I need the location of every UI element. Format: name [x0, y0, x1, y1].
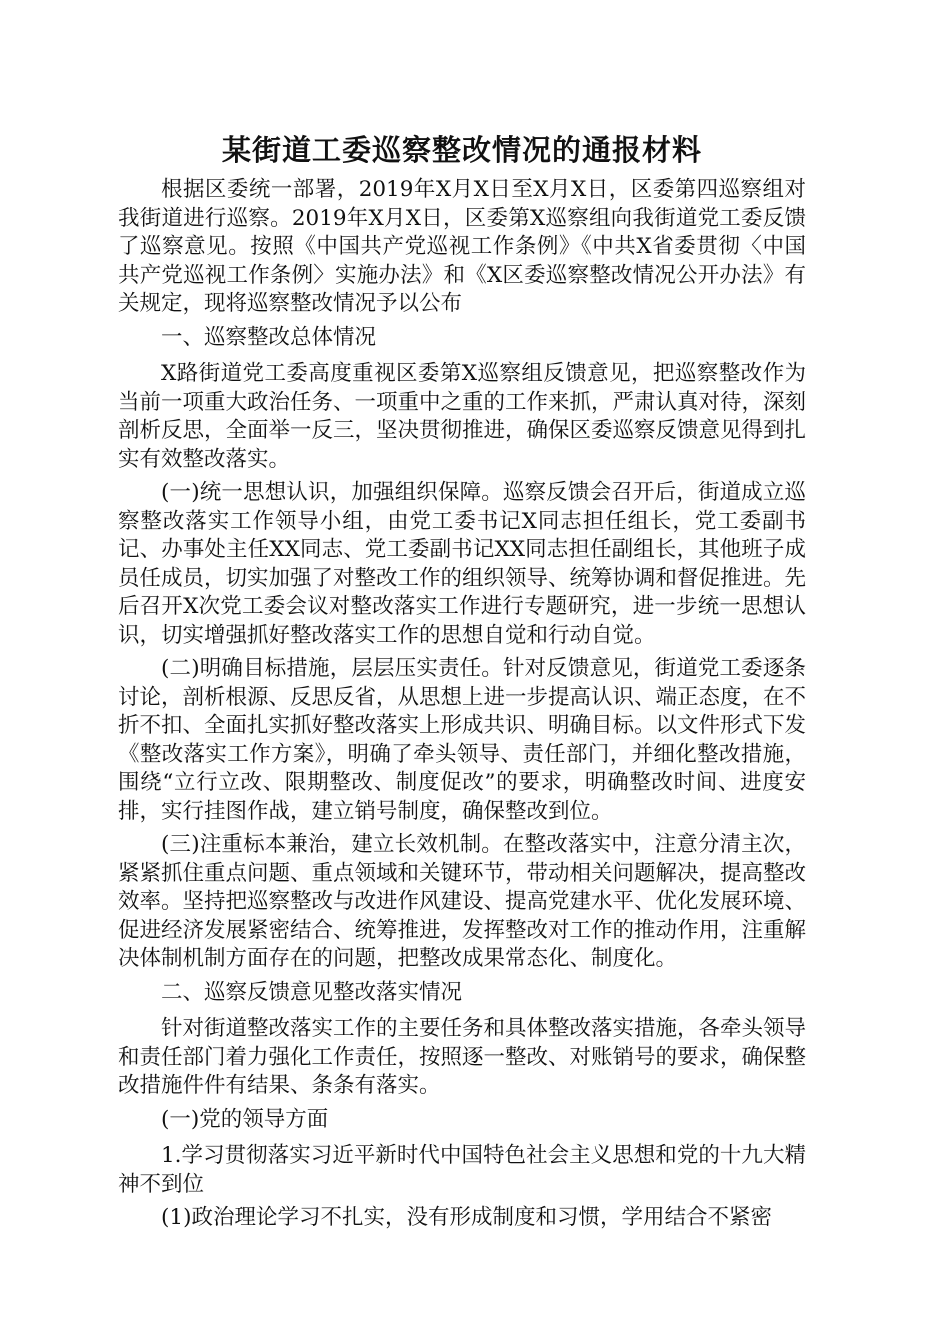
section-heading-1: 一、巡察整改总体情况: [161, 324, 377, 350]
paragraph-implementation: 针对街道整改落实工作的主要任务和具体整改落实措施，各牵头领导和责任部门着力强化工作责任，按照逐一整改、对账销号的要求，确保整改措施件件有结果、条条有落实。: [118, 1016, 807, 1098]
paragraph-measure-2: (二)明确目标措施，层层压实责任。针对反馈意见，街道党工委逐条讨论，剖析根源、反思反省，从思想上进一步提高认识、端正态度，在不折不扣、全面扎实抓好整改落实上形成共识、明确目标。以文件形式下发《整改落实工作方案》，明确了牵头领导、责任部门，并细化整改措施，围绕“立行立改、限期整改、制度促改”的要求，明确整改时间、进度安排，实行挂图作战，建立销号制度，确保整改到位。: [118, 656, 807, 824]
list-item-1-1: (1)政治理论学习不扎实，没有形成制度和习惯，学用结合不紧密: [161, 1205, 772, 1230]
paragraph-measure-3: (三)注重标本兼治，建立长效机制。在整改落实中，注意分清主次，紧紧抓住重点问题、重点领域和关键环节，带动相关问题解决，提高整改效率。坚持把巡察整改与改进作风建设、提高党建水平、优化发展环境、促进经济发展紧密结合、统筹推进，发挥整改对工作的推动作用，注重解决体制机制方面存在的问题，把整改成果常态化、制度化。: [118, 832, 807, 971]
paragraph-overview: X路街道党工委高度重视区委第X巡察组反馈意见，把巡察整改作为当前一项重大政治任务、一项重中之重的工作来抓，严肃认真对待，深刻剖析反思，全面举一反三，坚决贯彻推进，确保区委巡察反馈意见得到扎实有效整改落实。: [118, 361, 807, 472]
document-page: [118, 130, 806, 1238]
document-title: 某街道工委巡察整改情况的通报材料: [221, 133, 702, 167]
paragraph-measure-1: (一)统一思想认识，加强组织保障。巡察反馈会召开后，街道成立巡察整改落实工作领导小组，由党工委书记X同志担任组长，党工委副书记、办事处主任XX同志、党工委副书记XX同志担任副组长，其他班子成员任成员，切实加强了对整改工作的组织领导、统筹协调和督促推进。先后召开X次党工委会议对整改落实工作进行专题研究，进一步统一思想认识，切实增强抓好整改落实工作的思想自觉和行动自觉。: [118, 480, 807, 648]
list-item-1: 1.学习贯彻落实习近平新时代中国特色社会主义思想和党的十九大精神不到位: [118, 1143, 806, 1197]
section-heading-2: 二、巡察反馈意见整改落实情况: [161, 979, 463, 1005]
subsection-heading-leadership: (一)党的领导方面: [161, 1106, 329, 1132]
paragraph-intro: 根据区委统一部署，2019年X月X日至X月X日，区委第四巡察组对我街道进行巡察。2019年X月X日，区委第X巡察组向我街道党工委反馈了巡察意见。按照《中国共产党巡视工作条例》《中共X省委贯彻〈中国共产党巡视工作条例〉实施办法》和《X区委巡察整改情况公开办法》有关规定，现将巡察整改情况予以公布: [118, 177, 806, 316]
